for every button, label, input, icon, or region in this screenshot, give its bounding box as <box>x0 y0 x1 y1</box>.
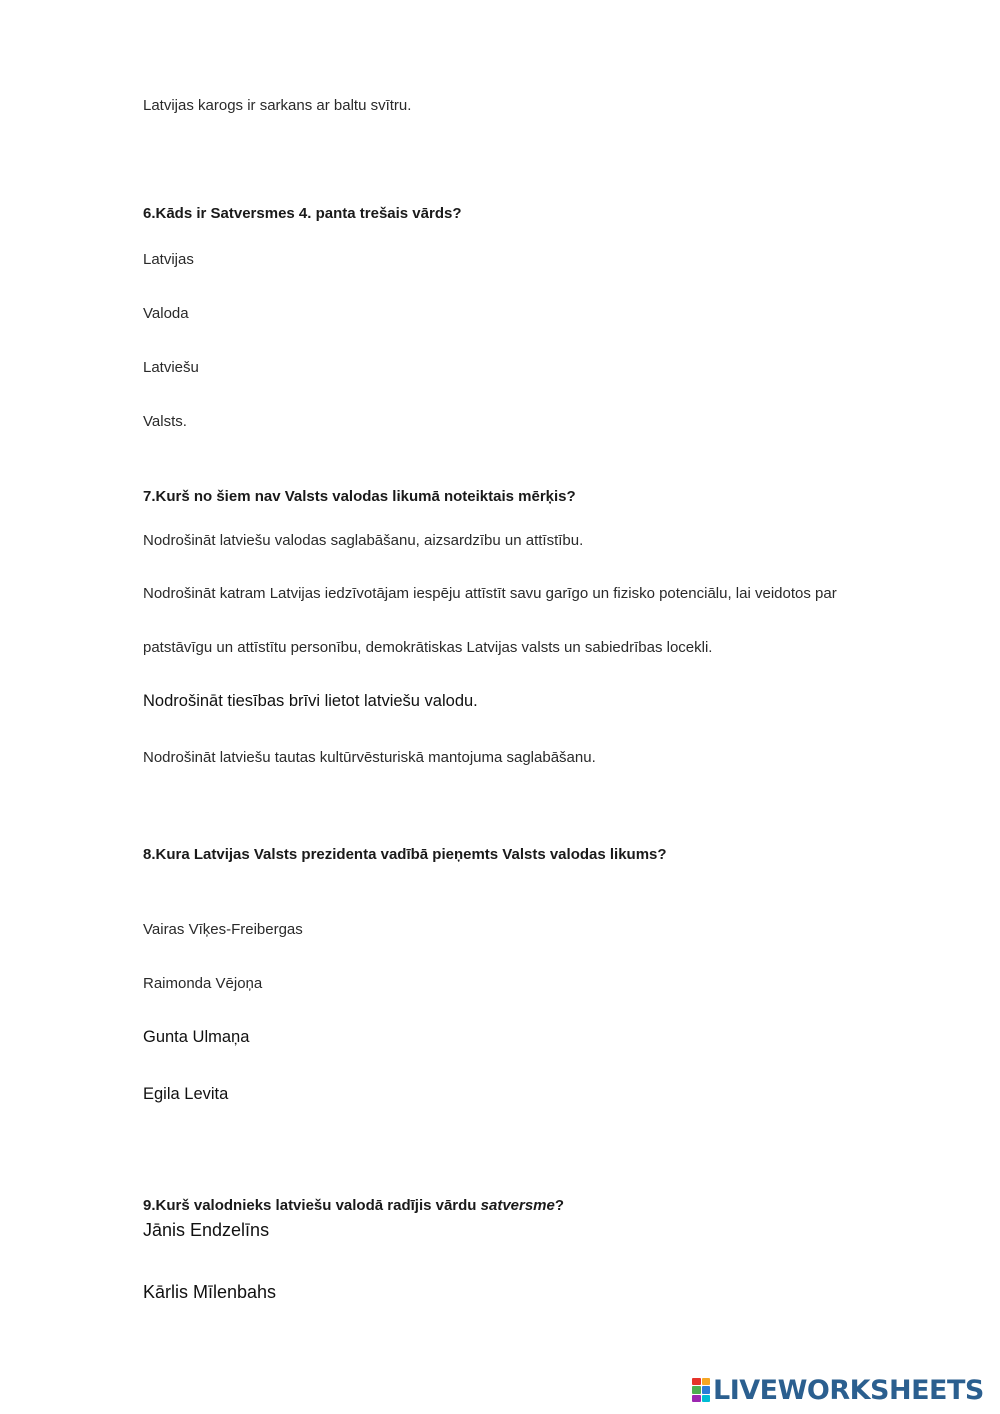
question-7: 7.Kurš no šiem nav Valsts valodas likumā noteiktais mērķis? <box>143 488 576 505</box>
intro-line: Latvijas karogs ir sarkans ar baltu svītru. <box>143 97 412 114</box>
liveworksheets-logo[interactable] <box>692 1375 984 1405</box>
q8-option-4[interactable]: Egila Levita <box>143 1085 229 1103</box>
q7-option-4[interactable]: Nodrošināt latviešu tautas kultūrvēsturiskā mantojuma saglabāšanu. <box>143 749 596 766</box>
question-9-italic-word: satversme <box>480 1197 555 1214</box>
q7-option-2[interactable]: Nodrošināt katram Latvijas iedzīvotājam iespēju attīstīt savu garīgo un fizisko potenciālu, lai veidotos par <box>143 585 837 602</box>
question-9-mark: ? <box>554 1197 565 1214</box>
q6-option-4[interactable]: Valsts. <box>143 413 187 430</box>
question-8: 8.Kura Latvijas Valsts prezidenta vadībā pieņemts Valsts valodas likums? <box>143 846 667 863</box>
question-9-text: 9.Kurš valodnieks latviešu valodā radījis vārdu <box>143 1197 481 1214</box>
q6-option-3[interactable]: Latviešu <box>143 359 199 376</box>
question-6: 6.Kāds ir Satversmes 4. panta trešais vārds? <box>143 205 462 222</box>
question-9 <box>143 1198 564 1213</box>
q6-option-1[interactable]: Latvijas <box>143 251 194 268</box>
q6-option-2[interactable]: Valoda <box>143 305 189 322</box>
q8-option-3[interactable]: Gunta Ulmaņa <box>143 1028 250 1046</box>
q9-option-1[interactable]: Jānis Endzelīns <box>143 1220 270 1240</box>
logo-mark-icon <box>692 1378 710 1402</box>
q9-option-2[interactable]: Kārlis Mīlenbahs <box>143 1282 277 1302</box>
logo-text: LIVEWORKSHEETS <box>713 1374 984 1406</box>
q8-option-1[interactable]: Vairas Vīķes-Freibergas <box>143 921 303 938</box>
q7-option-2-continued[interactable]: patstāvīgu un attīstītu personību, demokrātiskas Latvijas valsts un sabiedrības locekli. <box>143 639 713 656</box>
q7-option-1[interactable]: Nodrošināt latviešu valodas saglabāšanu, aizsardzību un attīstību. <box>143 532 584 549</box>
q7-option-3[interactable]: Nodrošināt tiesības brīvi lietot latviešu valodu. <box>143 692 478 710</box>
q8-option-2[interactable]: Raimonda Vējoņa <box>143 975 263 992</box>
